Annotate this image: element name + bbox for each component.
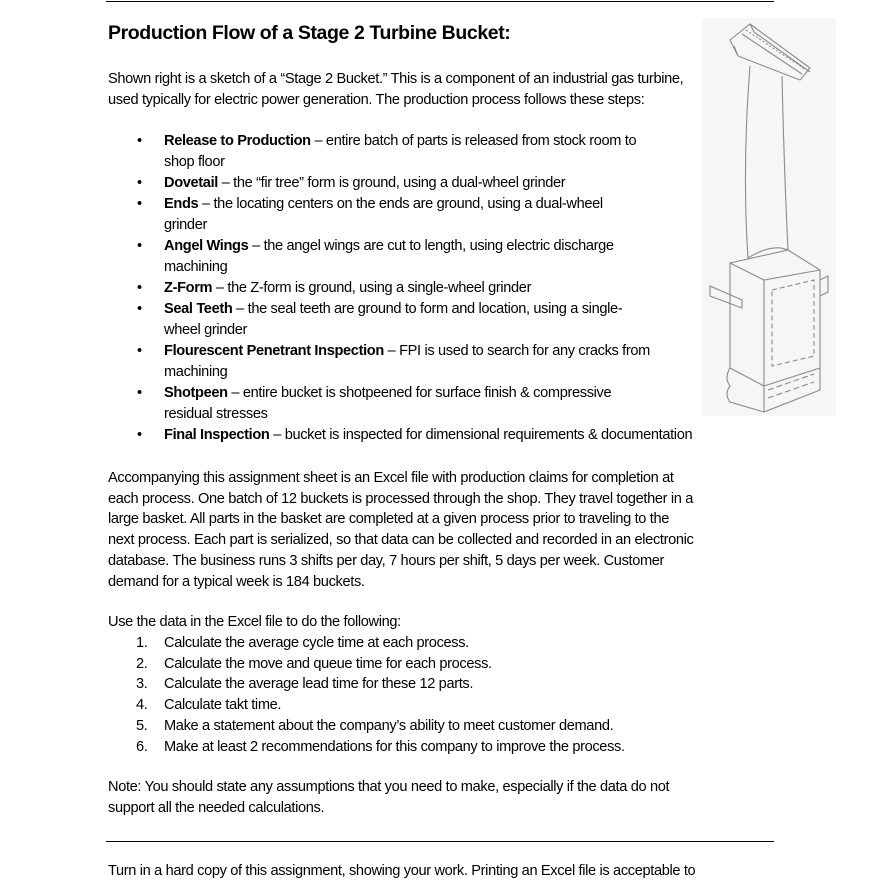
- bullet-icon: •: [137, 385, 142, 401]
- step-name: Shotpeen: [164, 385, 228, 401]
- top-divider: [106, 1, 774, 2]
- list-item-seal-teeth: • Seal Teeth – the seal teeth are ground to form and location, using a single- wheel grinder: [137, 301, 623, 338]
- step-name: Ends: [164, 196, 199, 212]
- tasks-list: [108, 633, 625, 757]
- step-name: Final Inspection: [164, 427, 270, 443]
- page-title: Production Flow of a Stage 2 Turbine Bucket:: [108, 22, 511, 44]
- turbine-bucket-sketch: [702, 18, 836, 416]
- list-item-final-inspection: • Final Inspection – bucket is inspected for dimensional requirements & documentation: [108, 425, 692, 446]
- list-item-z-form: • Z-Form – the Z-form is ground, using a single-wheel grinder: [108, 278, 692, 299]
- bullet-icon: •: [137, 427, 142, 443]
- turbine-bucket-icon: [702, 18, 836, 416]
- bullet-icon: •: [137, 301, 142, 317]
- bullet-icon: •: [137, 196, 142, 212]
- task-item: 4. Calculate takt time.: [136, 697, 282, 714]
- list-item-release: • Release to Production – entire batch of parts is released from stock room to shop floor: [137, 133, 637, 170]
- bullet-icon: •: [137, 280, 142, 296]
- bullet-icon: •: [137, 175, 142, 191]
- tasks-intro: Use the data in the Excel file to do the following:: [108, 614, 401, 630]
- task-item: 6. Make at least 2 recommendations for this company to improve the process.: [136, 738, 625, 755]
- step-name: Angel Wings: [164, 238, 249, 254]
- list-item-fpi: • Flourescent Penetrant Inspection – FPI is used to search for any cracks from machining: [137, 343, 650, 380]
- list-item-dovetail: • Dovetail – the “fir tree” form is ground, using a dual-wheel grinder: [108, 173, 692, 194]
- list-item-ends: • Ends – the locating centers on the ends are ground, using a dual-wheel grinder: [137, 196, 603, 233]
- turn-in-paragraph: Turn in a hard copy of this assignment, showing your work. Printing an Excel file is acceptable to: [108, 863, 696, 879]
- bullet-icon: •: [137, 343, 142, 359]
- task-item: 2. Calculate the move and queue time for each process.: [136, 655, 492, 672]
- bottom-divider: [106, 841, 774, 842]
- step-name: Z-Form: [164, 280, 213, 296]
- list-item-shotpeen: • Shotpeen – entire bucket is shotpeened for surface finish & compressive residual stresses: [137, 385, 612, 422]
- task-item: 3. Calculate the average lead time for these 12 parts.: [136, 676, 474, 693]
- bullet-icon: •: [137, 238, 142, 254]
- step-name: Seal Teeth: [164, 301, 233, 317]
- bullet-icon: •: [137, 133, 142, 149]
- step-name: Release to Production: [164, 133, 311, 149]
- note-paragraph: Note: You should state any assumptions that you need to make, especially if the data do not support all the needed calculations.: [108, 779, 670, 816]
- process-steps-list: [108, 131, 692, 446]
- task-item: 5. Make a statement about the company’s ability to meet customer demand.: [136, 717, 614, 734]
- task-item: 1. Calculate the average cycle time at each process.: [136, 635, 469, 651]
- accompany-paragraph: Accompanying this assignment sheet is an Excel file with production claims for completion at each process. One batch of 12 buckets is processed through the shop. They travel together in a large basket. All parts in the basket are completed at a given process prior to traveling to the next process. Each part is serialized, so that data can be collected and recorded in an electronic database. The business runs 3 shifts per day, 7 hours per shift, 5 days per week. Customer demand for a typical week is 184 buckets.: [108, 470, 694, 590]
- step-name: Dovetail: [164, 175, 218, 191]
- step-name: Flourescent Penetrant Inspection: [164, 343, 384, 359]
- list-item-angel-wings: • Angel Wings – the angel wings are cut to length, using electric discharge machining: [137, 238, 614, 275]
- intro-paragraph: Shown right is a sketch of a “Stage 2 Bucket.” This is a component of an industrial gas turbine, used typically for electric power generation. The production process follows these steps:: [108, 71, 684, 108]
